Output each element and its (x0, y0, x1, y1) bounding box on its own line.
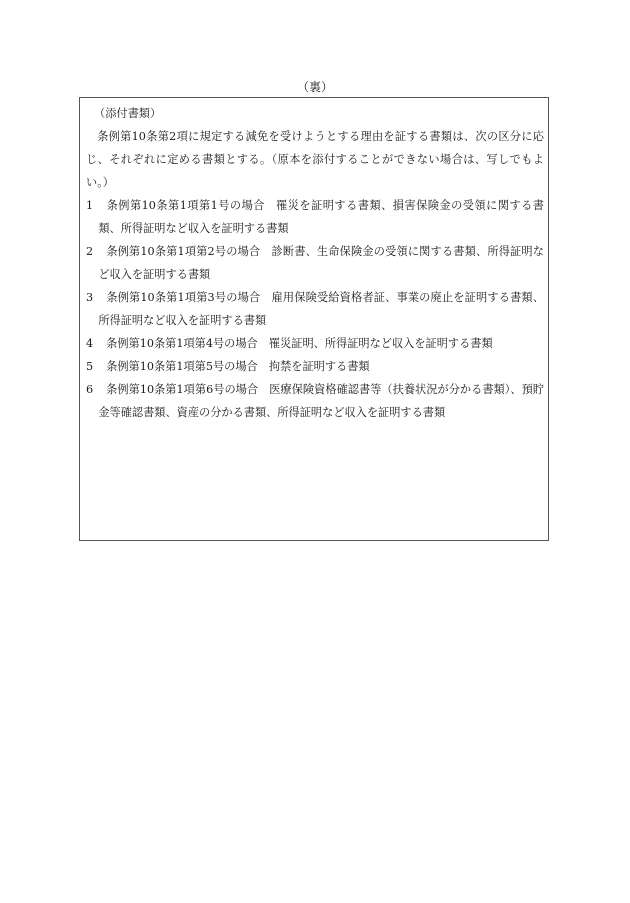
section-title: （添付書類） (94, 107, 162, 120)
attachment-item-5 (86, 355, 544, 378)
attachment-item-6 (86, 378, 544, 424)
attachment-item-3 (86, 286, 544, 332)
attachment-item-2 (86, 240, 544, 286)
attachment-item-list (86, 194, 544, 424)
item-documents: 拘禁を証明する書類 (268, 360, 370, 373)
item-clause: 条例第10条第1項第5号の場合 (106, 360, 258, 373)
item-number: 6 (86, 383, 94, 396)
item-clause: 条例第10条第1項第6号の場合 (106, 383, 259, 396)
item-number: 3 (86, 291, 94, 304)
item-documents: 医療保険資格確認書等（扶養状況が分かる書類）、預貯金等確認書類、資産の分かる書類、所得証明など収入を証明する書類 (98, 383, 544, 419)
attachment-box (79, 97, 549, 541)
attachment-item-1 (86, 194, 544, 240)
item-number: 5 (86, 360, 94, 373)
item-number: 4 (86, 337, 94, 350)
item-documents: 罹災証明、所得証明など収入を証明する書類 (268, 337, 493, 350)
item-clause: 条例第10条第1項第4号の場合 (106, 337, 258, 350)
attachment-item-4 (86, 332, 544, 355)
item-number: 2 (86, 245, 94, 258)
item-number: 1 (86, 199, 94, 212)
item-clause: 条例第10条第1項第1号の場合 (106, 199, 265, 212)
item-documents: 雇用保険受給資格者証、事業の廃止を証明する書類、所得証明など収入を証明する書類 (98, 291, 544, 327)
item-clause: 条例第10条第1項第3号の場合 (106, 291, 261, 304)
intro-paragraph: 条例第10条第2項に規定する減免を受けようとする理由を証する書類は、次の区分に応じ、それぞれに定める書類とする。（原本を添付することができない場合は、写しでもよい。） (86, 130, 544, 189)
page-side-label: （裏） (296, 80, 333, 94)
item-documents: 診断書、生命保険金の受領に関する書類、所得証明など収入を証明する書類 (98, 245, 544, 281)
item-clause: 条例第10条第1項第2号の場合 (106, 245, 261, 258)
item-documents: 罹災を証明する書類、損害保険金の受領に関する書類、所得証明など収入を証明する書類 (98, 199, 544, 235)
